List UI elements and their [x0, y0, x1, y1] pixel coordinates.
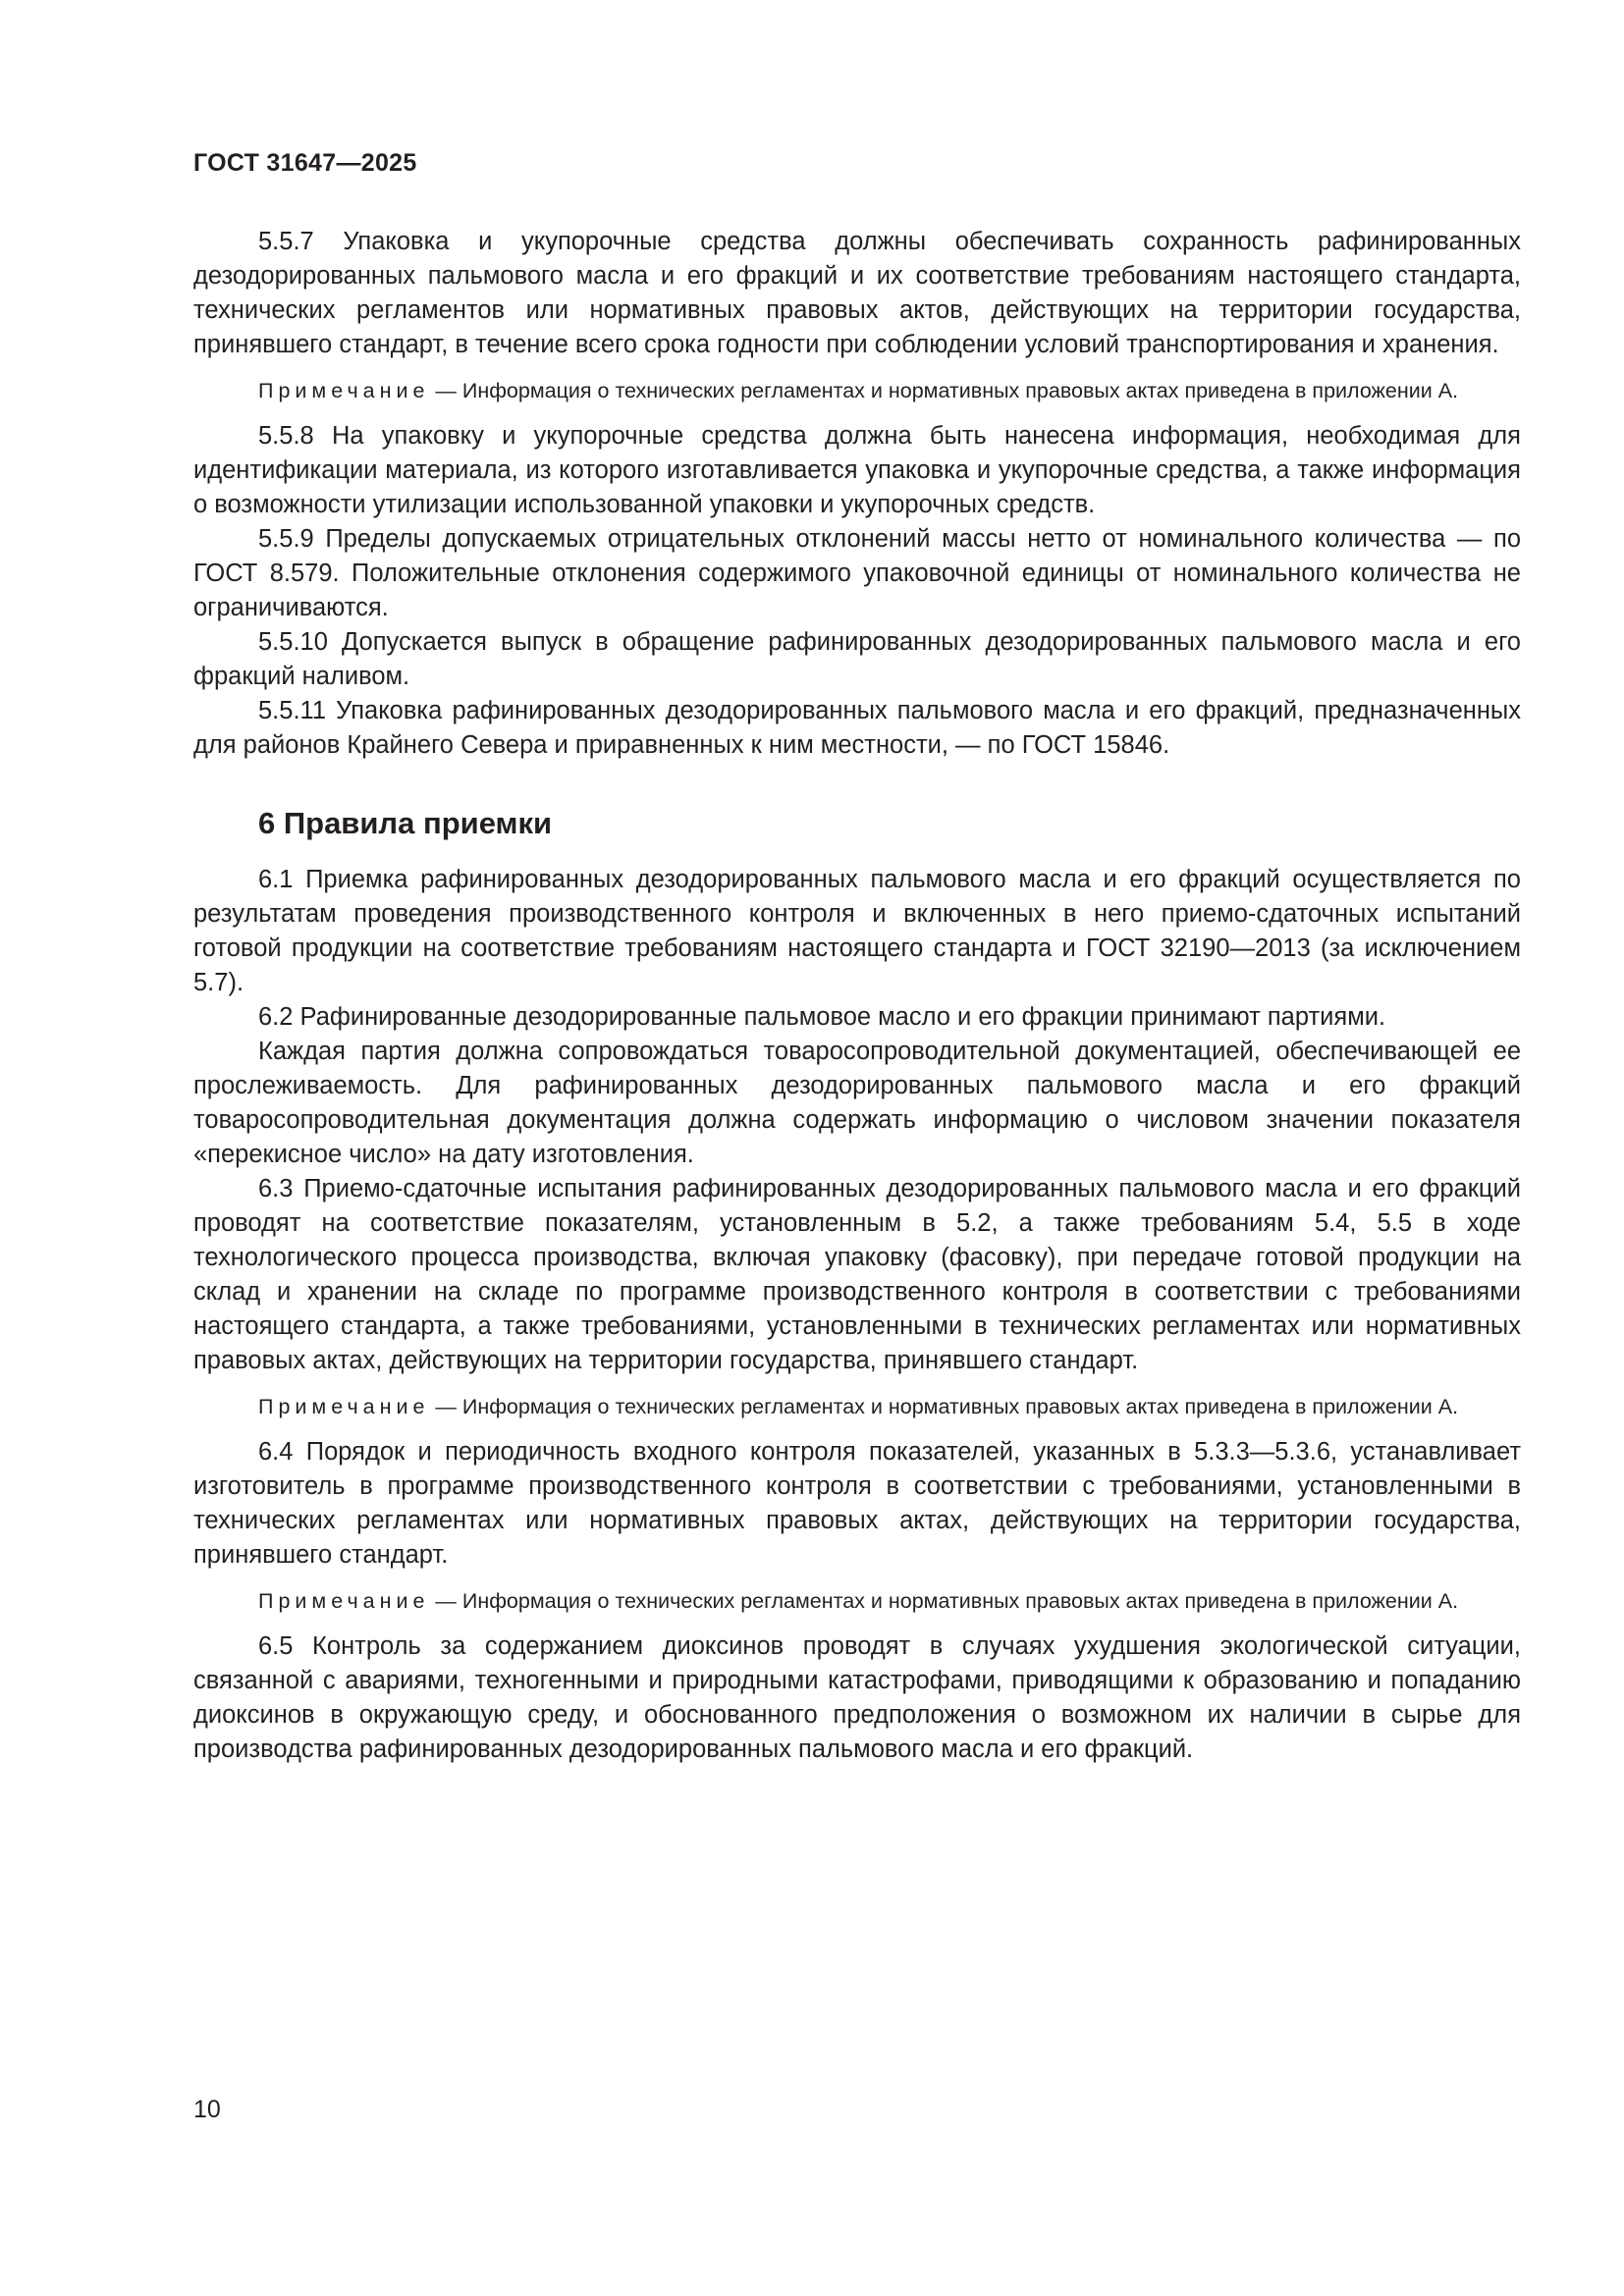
paragraph-5-5-9: 5.5.9 Пределы допускаемых отрицательных отклонений массы нетто от номинального количества — по ГОСТ 8.579. Положительные отклонения содержимого упаковочной единицы от номинального количества не ограничиваются. — [193, 525, 1521, 621]
note-label: Примечание — [258, 1395, 430, 1418]
paragraph-6-1: 6.1 Приемка рафинированных дезодорированных пальмового масла и его фракций осуществляется по результатам проведения производственного контроля и включенных в него приемо-сдаточных испытаний готовой продукции на соответствие требованиям настоящего стандарта и ГОСТ 32190—2013 (за исключением 5.7). — [193, 866, 1521, 996]
note-2 — [193, 1392, 1521, 1421]
paragraph-5-5-7: 5.5.7 Упаковка и укупорочные средства должны обеспечивать сохранность рафинированных дезодорированных пальмового масла и его фракций и их соответствие требованиям настоящего стандарта, технических регламентов или нормативных правовых актов, действующих на территории государства, принявшего стандарт, в течение всего срока годности при соблюдении условий транспортирования и хранения. — [193, 228, 1521, 358]
paragraph-6-2-b: Каждая партия должна сопровождаться товаросопроводительной документацией, обеспечивающей ее прослеживаемость. Для рафинированных дезодорированных пальмового масла и его фракций товаросопроводительная документация должна содержать информацию о числовом значении показателя «перекисное число» на дату изготовления. — [193, 1038, 1521, 1168]
note-3 — [193, 1586, 1521, 1616]
note-label: Примечание — [258, 1589, 430, 1613]
note-label: Примечание — [258, 379, 430, 402]
note-text: — Информация о технических регламентах и нормативных правовых актах приведена в приложении А. — [429, 379, 1459, 402]
note-1 — [193, 376, 1521, 405]
paragraph-6-2: 6.2 Рафинированные дезодорированные пальмовое масло и его фракции принимают партиями. — [258, 1003, 1386, 1031]
page-number: 10 — [193, 2096, 221, 2123]
note-text: — Информация о технических регламентах и нормативных правовых актах приведена в приложении А. — [429, 1395, 1459, 1418]
paragraph-6-5: 6.5 Контроль за содержанием диоксинов проводят в случаях ухудшения экологической ситуации, связанной с авариями, техногенными и природными катастрофами, приводящими к образованию и попаданию диоксинов в окружающую среду, и обоснованного предположения о возможном их наличии в сырье для производства рафинированных дезодорированных пальмового масла и его фракций. — [193, 1632, 1521, 1763]
paragraph-5-5-8: 5.5.8 На упаковку и укупорочные средства должна быть нанесена информация, необходимая для идентификации материала, из которого изготавливается упаковка и укупорочные средства, а также информация о возможности утилизации использованной упаковки и укупорочных средств. — [193, 422, 1521, 518]
document-body — [193, 225, 1521, 1767]
paragraph-6-3: 6.3 Приемо-сдаточные испытания рафинированных дезодорированных пальмового масла и его фракций проводят на соответствие показателям, установленным в 5.2, а также требованиям 5.4, 5.5 в ходе технологического процесса производства, включая упаковку (фасовку), при передаче готовой продукции на склад и хранении на складе по программе производственного контроля в соответствии с требованиями настоящего стандарта, а также требованиями, установленными в технических регламентах или нормативных правовых актах, действующих на территории государства, принявшего стандарт. — [193, 1175, 1521, 1374]
paragraph-5-5-11: 5.5.11 Упаковка рафинированных дезодорированных пальмового масла и его фракций, предназначенных для районов Крайнего Севера и приравненных к ним местности, — по ГОСТ 15846. — [193, 697, 1521, 759]
paragraph-6-4: 6.4 Порядок и периодичность входного контроля показателей, указанных в 5.3.3—5.3.6, устанавливает изготовитель в программе производственного контроля в соответствии с требованиями, установленными в технических регламентах или нормативных правовых актах, действующих на территории государства, принявшего стандарт. — [193, 1438, 1521, 1569]
section-6-title: 6 Правила приемки — [258, 806, 553, 840]
paragraph-5-5-10: 5.5.10 Допускается выпуск в обращение рафинированных дезодорированных пальмового масла и его фракций наливом. — [193, 628, 1521, 690]
document-header: ГОСТ 31647—2025 — [193, 149, 417, 177]
note-text: — Информация о технических регламентах и нормативных правовых актах приведена в приложении А. — [429, 1589, 1459, 1613]
